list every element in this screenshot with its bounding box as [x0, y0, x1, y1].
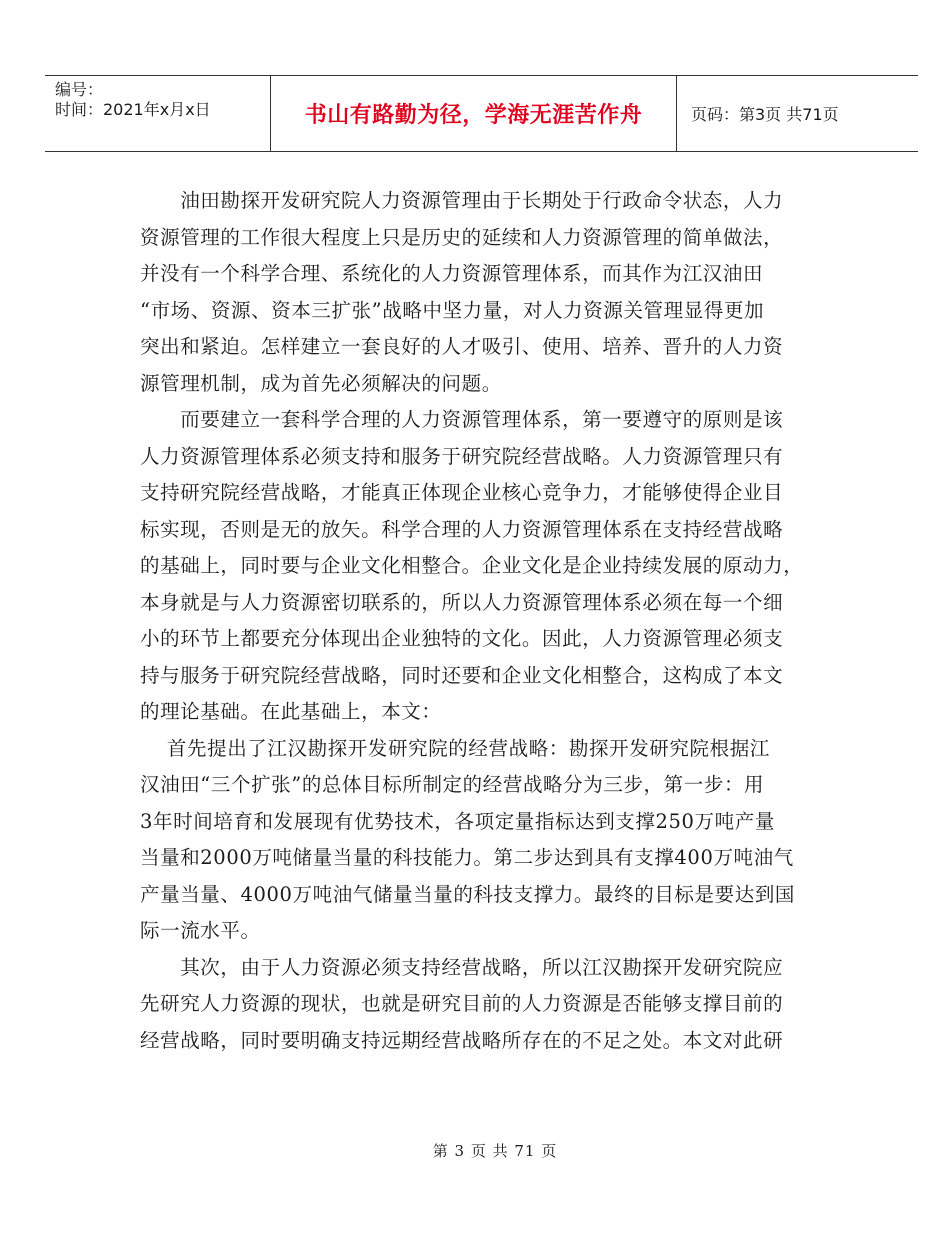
body-line: 突出和紧迫。怎样建立一套良好的人才吸引、使用、培养、晋升的人力资 — [140, 335, 784, 358]
serial-number-label: 编号： — [55, 80, 104, 99]
body-line: 持与服务于研究院经营战略，同时还要和企业文化相整合，这构成了本文 — [140, 663, 784, 687]
body-line: 并没有一个科学合理、系统化的人力资源管理体系，而其作为江汉油田 — [140, 262, 764, 285]
body-line: 人力资源管理体系必须支持和服务于研究院经营战略。人力资源管理只有 — [140, 444, 784, 468]
header-page-cell — [677, 76, 918, 151]
body-line: 标实现，否则是无的放矢。科学合理的人力资源管理体系在支持经营战略 — [140, 517, 784, 541]
date-label: 时间：2021年x月x日 — [55, 100, 211, 119]
document-header — [45, 75, 918, 152]
body-line: 先研究人力资源的现状，也就是研究目前的人力资源是否能够支撑目前的 — [140, 992, 784, 1015]
body-text — [140, 183, 830, 1059]
body-line: 小的环节上都要充分体现出企业独特的文化。因此，人力资源管理必须支 — [140, 627, 784, 650]
motto-text: 书山有路勤为径，学海无涯苦作舟 — [304, 103, 643, 128]
body-line: 3年时间培育和发展现有优势技术，各项定量指标达到支撑250万吨产量 — [140, 809, 775, 833]
body-line: 的理论基础。在此基础上，本文： — [140, 700, 442, 723]
body-line: 源管理机制，成为首先必须解决的问题。 — [140, 371, 502, 395]
body-line: 油田勘探开发研究院人力资源管理由于长期处于行政命令状态，人力 — [140, 189, 784, 212]
header-meta-cell — [45, 76, 271, 151]
body-line: 经营战略，同时要明确支持远期经营战略所存在的不足之处。本文对此研 — [140, 1028, 784, 1052]
body-line: 当量和2000万吨储量当量的科技能力。第二步达到具有支撑400万吨油气 — [140, 846, 794, 869]
page-code-label: 页码：第3页 共71页 — [691, 105, 839, 124]
page-footer: 第 3 页 共 71 页 — [432, 1142, 558, 1160]
body-line: 际一流水平。 — [140, 919, 261, 942]
body-line: 资源管理的工作很大程度上只是历史的延续和人力资源管理的简单做法， — [140, 225, 784, 249]
body-line: “市场、资源、资本三扩张”战略中坚力量，对人力资源关管理显得更加 — [140, 298, 765, 322]
body-line: 首先提出了江汉勘探开发研究院的经营战略：勘探开发研究院根据江 — [140, 736, 770, 760]
body-line: 的基础上，同时要与企业文化相整合。企业文化是企业持续发展的原动力， — [140, 554, 804, 577]
body-line: 支持研究院经营战略，才能真正体现企业核心竞争力，才能够使得企业目 — [140, 481, 784, 504]
body-line: 而要建立一套科学合理的人力资源管理体系，第一要遵守的原则是该 — [140, 408, 784, 431]
header-motto-cell — [271, 76, 677, 151]
body-line: 产量当量、4000万吨油气储量当量的科技支撑力。最终的目标是要达到国 — [140, 882, 796, 906]
body-line: 汉油田“三个扩张”的总体目标所制定的经营战略分为三步，第一步：用 — [140, 773, 765, 796]
body-line: 本身就是与人力资源密切联系的，所以人力资源管理体系必须在每一个细 — [140, 590, 784, 614]
body-line: 其次，由于人力资源必须支持经营战略，所以江汉勘探开发研究院应 — [140, 955, 784, 979]
